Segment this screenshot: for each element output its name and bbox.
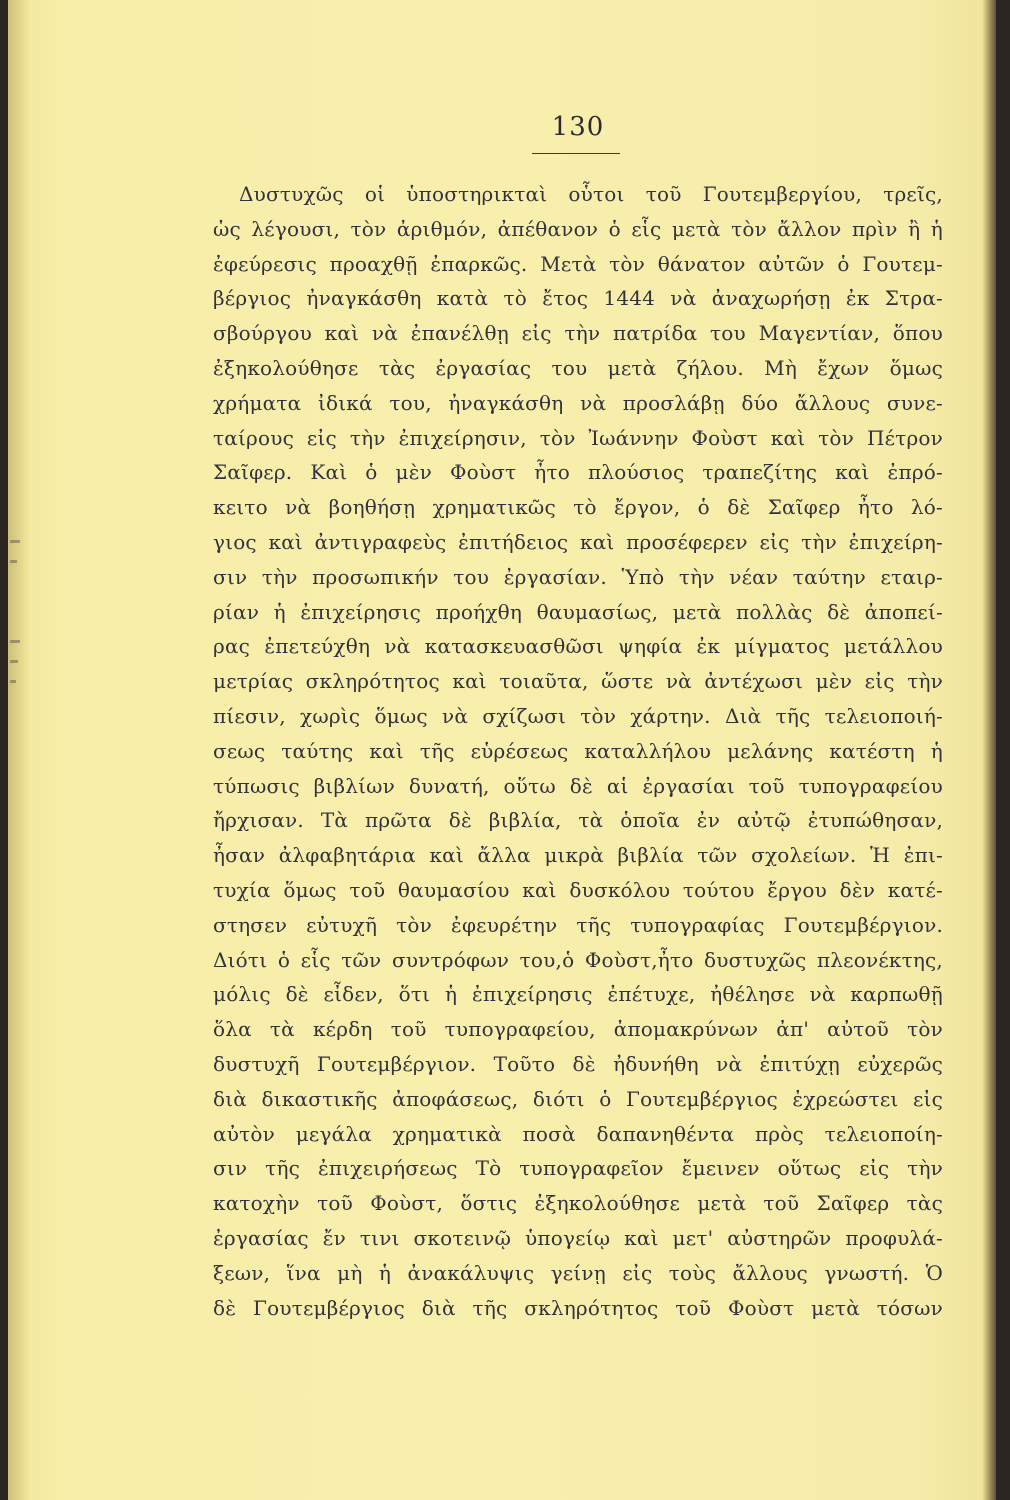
text-line: σιν τῆς ἐπιχειρήσεως Τὸ τυπογραφεῖον ἔμεινεν οὕτως εἰς τὴν [213,1156,943,1181]
text-line: ἐργασίας ἔν τινι σκοτεινῷ ὑπογείῳ καὶ μετ' αὐστηρῶν προφυλά- [213,1225,943,1250]
text-line: ἐφεύρεσις προαχθῇ ἐπαρκῶς. Μετὰ τὸν θάνατον αὐτῶν ὁ Γουτεμ- [213,251,943,276]
text-line: τυχία ὅμως τοῦ θαυμασίου καὶ δυσκόλου τούτου ἔργου δὲν κατέ- [213,877,943,902]
page-number: 130 [551,112,605,142]
text-line: Σαῖφερ. Καὶ ὁ μὲν Φοὺστ ἦτο πλούσιος τραπεζίτης καὶ ἐπρό- [213,460,943,485]
page-gutter [8,0,30,1500]
text-line: πίεσιν, χωρὶς ὅμως νὰ σχίζωσι τὸν χάρτην. Διὰ τῆς τελειοποιή- [213,703,943,728]
text-line: Διότι ὁ εἷς τῶν συντρόφων του,ὁ Φοὺστ,ἦτο δυστυχῶς πλεονέκτης, [213,947,943,972]
text-line: ἦσαν ἀλφαβητάρια καὶ ἄλλα μικρὰ βιβλία τῶν σχολείων. Ἡ ἐπι- [213,843,943,868]
text-line: ρίαν ἡ ἐπιχείρησις προήχθη θαυμασίως, μετὰ πολλὰς δὲ ἀποπεί- [213,599,943,624]
text-line: κατοχὴν τοῦ Φοὺστ, ὅστις ἐξηκολούθησε μετὰ τοῦ Σαῖφερ τὰς [213,1191,943,1216]
text-line: ὡς λέγουσι, τὸν ἀριθμόν, ἀπέθανον ὁ εἷς μετὰ τὸν ἄλλον πρὶν ἢ ἡ [213,216,943,241]
text-line: ὅλα τὰ κέρδη τοῦ τυπογραφείου, ἀπομακρύνων ἀπ' αὐτοῦ τὸν [213,1017,943,1042]
body-text [213,177,943,1325]
text-line: μόλις δὲ εἶδεν, ὅτι ἡ ἐπιχείρησις ἐπέτυχε, ἠθέλησε νὰ καρπωθῇ [213,982,943,1007]
text-line: μετρίας σκληρότητος καὶ τοιαῦτα, ὥστε νὰ ἀντέχωσι μὲν εἰς τὴν [213,669,943,694]
text-line: Δυστυχῶς οἱ ὑποστηρικταὶ οὗτοι τοῦ Γουτεμβεργίου, τρεῖς, [239,182,943,206]
text-line: γιος καὶ ἀντιγραφεὺς ἐπιτήδειος καὶ προσέφερεν εἰς τὴν ἐπιχείρη- [213,529,943,554]
gutter-marks [10,520,24,720]
book-page [8,0,996,1500]
text-line: ξεων, ἵνα μὴ ἡ ἀνακάλυψις γείνῃ εἰς τοὺς ἄλλους γνωστή. Ὁ [213,1260,943,1285]
text-line: αὐτὸν μεγάλα χρηματικὰ ποσὰ δαπανηθέντα πρὸς τελειοποίη- [213,1121,943,1146]
text-line: σεως ταύτης καὶ τῆς εὑρέσεως καταλλήλου μελάνης κατέστη ἡ [213,738,943,763]
text-line: σβούργου καὶ νὰ ἐπανέλθῃ εἰς τὴν πατρίδα του Μαγεντίαν, ὅπου [213,321,943,346]
text-line: στησεν εὐτυχῆ τὸν ἐφευρέτην τῆς τυπογραφίας Γουτεμβέργιον. [213,912,943,937]
text-line: ταίρους εἰς τὴν ἐπιχείρησιν, τὸν Ἰωάννην Φοὺστ καὶ τὸν Πέτρον [213,425,943,450]
text-line: τύπωσις βιβλίων δυνατή, οὕτω δὲ αἱ ἐργασίαι τοῦ τυπογραφείου [213,773,943,798]
text-line: κειτο νὰ βοηθήσῃ χρηματικῶς τὸ ἔργον, ὁ δὲ Σαῖφερ ἦτο λό- [213,495,943,520]
text-line: ἤρχισαν. Τὰ πρῶτα δὲ βιβλία, τὰ ὁποῖα ἐν αὐτῷ ἐτυπώθησαν, [213,808,943,833]
text-line: διὰ δικαστικῆς ἀποφάσεως, διότι ὁ Γουτεμβέργιος ἐχρεώστει εἰς [213,1086,943,1111]
text-line: σιν τὴν προσωπικήν του ἐργασίαν. Ὑπὸ τὴν νέαν ταύτην εταιρ- [213,564,943,589]
page-edge [982,0,996,1500]
text-line: ἐξηκολούθησε τὰς ἐργασίας του μετὰ ζήλου. Μὴ ἔχων ὅμως [213,355,943,380]
text-line: δὲ Γουτεμβέργιος διὰ τῆς σκληρότητος τοῦ Φοὺστ μετὰ τόσων [213,1295,943,1320]
text-line: ρας ἐπετεύχθη νὰ κατασκευασθῶσι ψηφία ἐκ μίγματος μετάλλου [213,634,943,659]
page-number-rule [532,153,620,154]
text-line: χρήματα ἰδικά του, ἠναγκάσθη νὰ προσλάβῃ δύο ἄλλους συνε- [213,390,943,415]
text-line: βέργιος ἠναγκάσθη κατὰ τὸ ἔτος 1444 νὰ ἀναχωρήσῃ ἐκ Στρα- [213,286,943,311]
text-line: δυστυχῆ Γουτεμβέργιον. Τοῦτο δὲ ἠδυνήθη νὰ ἐπιτύχῃ εὐχερῶς [213,1051,943,1076]
